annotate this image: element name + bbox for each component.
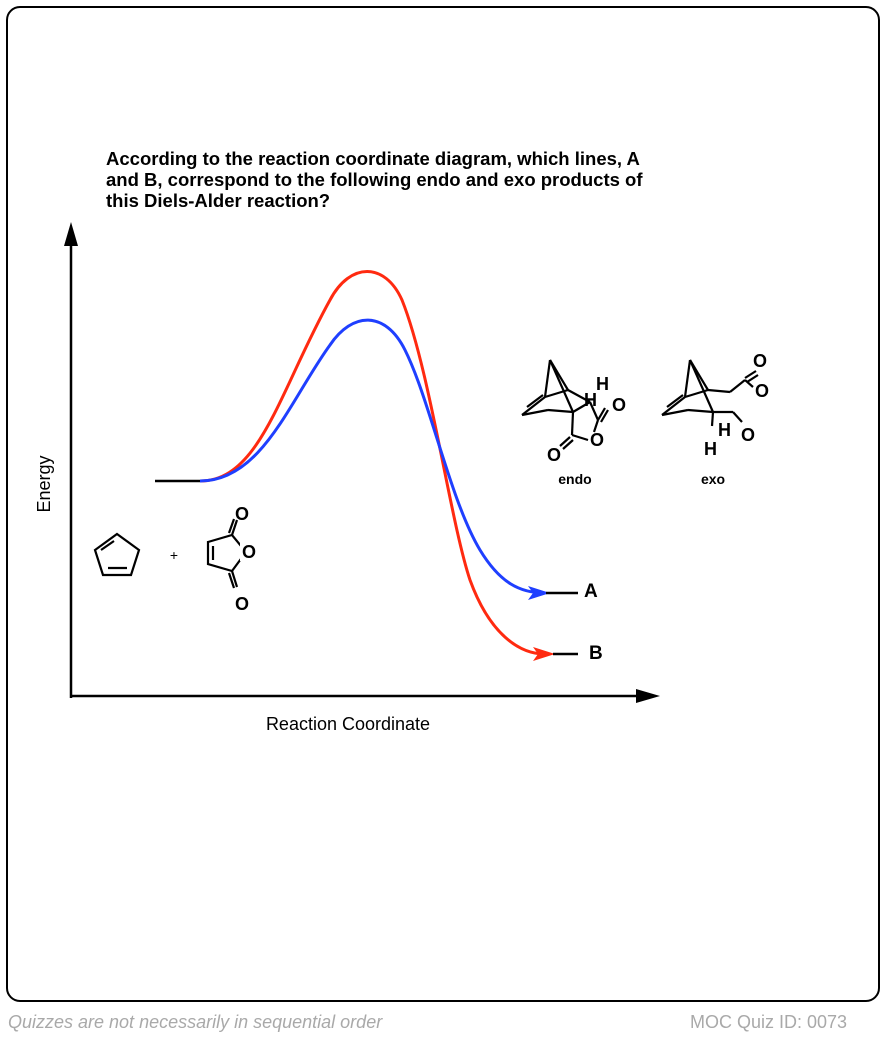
endo-h-top: H [596, 374, 609, 394]
endo-carbonyl-o-left: O [547, 445, 562, 465]
exo-ring-o: O [755, 381, 770, 401]
endo-label: endo [558, 471, 592, 487]
exo-label: exo [700, 471, 726, 487]
exo-h-bottom: H [704, 439, 717, 459]
maleic-carbonyl-o-bottom: O [234, 594, 250, 614]
curve-label-a: A [584, 581, 598, 602]
exo-h-right: H [718, 420, 731, 440]
endo-carbonyl-o-right: O [612, 395, 627, 415]
endo-ring-o: O [590, 430, 605, 450]
exo-carbonyl-o-bottom: O [741, 425, 756, 445]
y-axis-label: Energy [34, 455, 54, 513]
maleic-ring-o: O [241, 542, 257, 562]
quiz-id: MOC Quiz ID: 0073 [690, 1012, 848, 1032]
maleic-carbonyl-o-top: O [234, 504, 250, 524]
question-line-3: this Diels-Alder reaction? [106, 190, 331, 211]
endo-h-lower: H [584, 390, 597, 410]
curve-label-b: B [589, 643, 603, 664]
x-axis-arrowhead [636, 689, 660, 703]
plus-sign: + [169, 547, 179, 563]
maleic-anhydride-structure [208, 504, 256, 614]
endo-product-structure [522, 360, 626, 487]
curve-b [200, 272, 545, 655]
footer-disclaimer: Quizzes are not necessarily in sequential order [8, 1012, 383, 1032]
cyclopentadiene-structure [95, 534, 139, 575]
question-line-2: and B, correspond to the following endo and exo products of [106, 169, 643, 190]
y-axis-arrowhead [64, 222, 78, 246]
x-axis-label: Reaction Coordinate [265, 714, 431, 734]
exo-carbonyl-o-top: O [753, 351, 768, 371]
question-line-1: According to the reaction coordinate diagram, which lines, A [106, 148, 640, 169]
exo-product-structure [662, 351, 769, 487]
